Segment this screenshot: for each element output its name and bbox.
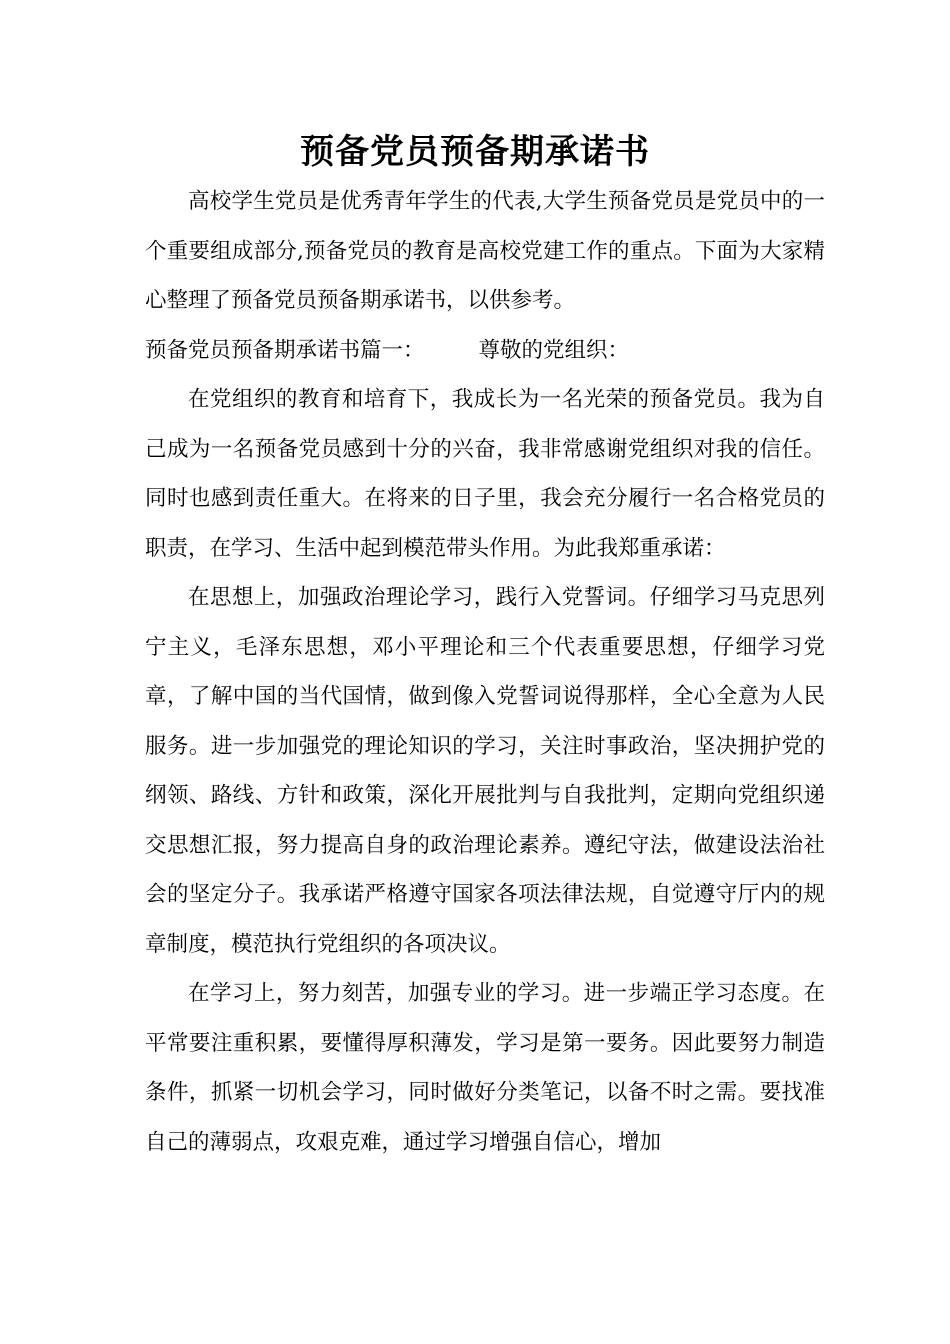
section-heading-line xyxy=(145,326,825,376)
document-body xyxy=(145,177,825,1167)
body-paragraph-2: 在思想上，加强政治理论学习，践行入党誓词。仔细学习马克思列宁主义，毛泽东思想，邓小平理论和三个代表重要思想，仔细学习党章，了解中国的当代国情，做到像入党誓词说得那样，全心全意为人民服务。进一步加强党的理论知识的学习，关注时事政治，坚决拥护党的纲领、路线、方针和政策，深化开展批判与自我批判，定期向党组织递交思想汇报，努力提高自身的政治理论素养。遵纪守法，做建设法治社会的坚定分子。我承诺严格遵守国家各项法律法规，自觉遵守厅内的规章制度，模范执行党组织的各项决议。 xyxy=(145,585,825,957)
body-paragraph-3: 在学习上，努力刻苦，加强专业的学习。进一步端正学习态度。在平常要注重积累，要懂得厚积薄发，学习是第一要务。因此要努力制造条件，抓紧一切机会学习，同时做好分类笔记，以备不时之需。要找准自己的薄弱点，攻艰克难，通过学习增强自信心，增加 xyxy=(145,981,825,1155)
document-title: 预备党员预备期承诺书 xyxy=(300,132,650,172)
body-paragraph-1: 在党组织的教育和培育下，我成长为一名光荣的预备党员。我为自己成为一名预备党员感到十分的兴奋，我非常感谢党组织对我的信任。同时也感到责任重大。在将来的日子里，我会充分履行一名合格党员的职责，在学习、生活中起到模范带头作用。为此我郑重承诺： xyxy=(145,387,825,561)
intro-paragraph: 高校学生党员是优秀青年学生的代表,大学生预备党员是党员中的一个重要组成部分,预备党员的教育是高校党建工作的重点。下面为大家精心整理了预备党员预备期承诺书，以供参考。 xyxy=(145,189,825,313)
section-title: 预备党员预备期承诺书篇一： xyxy=(145,337,425,363)
salutation: 尊敬的党组织： xyxy=(478,337,630,363)
